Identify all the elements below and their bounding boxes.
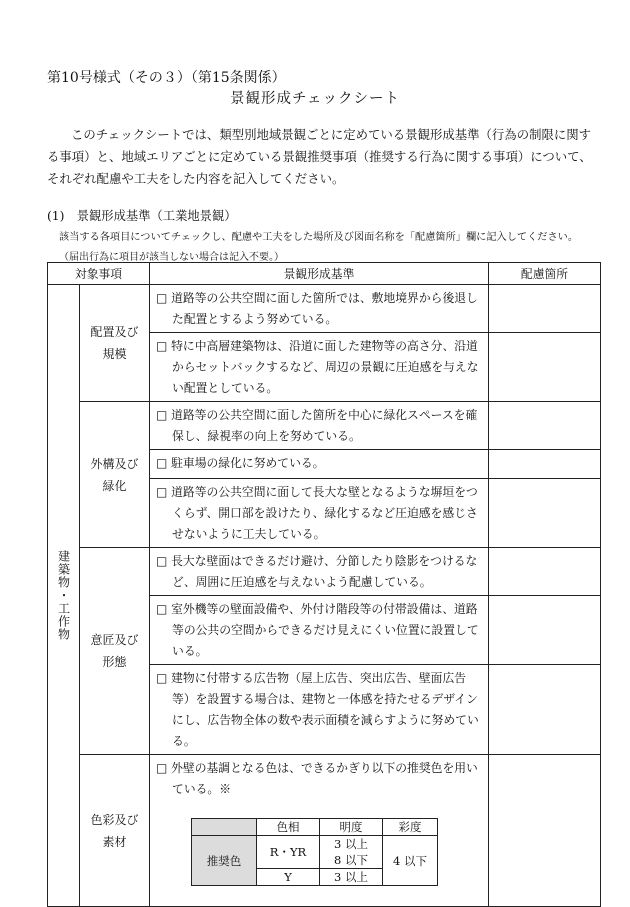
- category-exterior: [80, 402, 150, 548]
- group-label: 建築物・工作物: [56, 550, 71, 641]
- header-consideration: 配慮箇所: [489, 263, 601, 285]
- consideration-field[interactable]: [489, 548, 601, 596]
- criteria-item: [150, 596, 489, 665]
- criteria-text: 道路等の公共空間に面した箇所を中心に緑化スペースを確保し、緑視率の向上を努めている。: [171, 408, 478, 443]
- checkbox[interactable]: □: [156, 602, 168, 616]
- instruction-note: 該当する各項目についてチェックし、配慮や工夫をした場所及び図面名称を「配慮箇所」欄に記入してください。: [59, 232, 579, 243]
- criteria-text: 道路等の公共空間に面した箇所では、敷地境界から後退した配置とするよう努めている。: [171, 291, 478, 326]
- criteria-item: [150, 479, 489, 548]
- color-header: 色相: [257, 819, 320, 836]
- criteria-item: [150, 285, 489, 333]
- consideration-field[interactable]: [489, 285, 601, 333]
- criteria-item: [150, 548, 489, 596]
- consideration-field[interactable]: [489, 479, 601, 548]
- checkbox[interactable]: □: [156, 291, 168, 305]
- criteria-text: 室外機等の壁面設備や、外付け階段等の付帯設備は、道路等の公共の空間からできるだけ見えにくい位置に設置している。: [171, 602, 479, 658]
- category-label: 意匠及び: [90, 633, 139, 647]
- consideration-field[interactable]: [489, 402, 601, 450]
- criteria-text: 特に中高層建築物は、沿道に面した建物等の高さ分、沿道からセットバックするなど、周辺の景観に圧迫感を与えない配置としている。: [171, 339, 479, 395]
- category-label: 色彩及び: [90, 812, 139, 827]
- color-hue: R・YR: [257, 836, 320, 869]
- category-label: 外構及び: [90, 456, 139, 471]
- category-label: 規模: [102, 347, 127, 361]
- category-color: [80, 755, 150, 907]
- checkbox[interactable]: □: [156, 671, 168, 685]
- consideration-field[interactable]: [489, 450, 601, 479]
- criteria-item: [150, 755, 489, 907]
- category-label: 緑化: [102, 478, 127, 493]
- criteria-text: 外壁の基調となる色は、できるかぎり以下の推奨色を用いている。※: [171, 761, 478, 796]
- criteria-text: 駐車場の緑化に努めている。: [171, 456, 325, 470]
- category-layout: [80, 285, 150, 402]
- category-design: [80, 548, 150, 755]
- category-label: 配置及び: [90, 325, 139, 339]
- checkbox[interactable]: □: [156, 761, 168, 775]
- checkbox[interactable]: □: [156, 408, 168, 422]
- color-corner: [192, 819, 257, 836]
- recommended-color-table: [191, 818, 438, 886]
- checkbox[interactable]: □: [156, 485, 168, 499]
- criteria-item: [150, 665, 489, 755]
- color-header: 彩度: [383, 819, 438, 836]
- header-criteria: 景観形成基準: [150, 263, 489, 285]
- consideration-field[interactable]: [489, 333, 601, 402]
- group-cell: [48, 285, 80, 907]
- section-heading: (1) 景観形成基準（工業地景観）: [47, 209, 237, 223]
- criteria-text: 建物に付帯する広告物（屋上広告、突出広告、壁面広告等）を設置する場合は、建物と一体感を持たせるデザインにし、広告物全体の数や表示面積を減らすように努めている。: [171, 671, 479, 748]
- exemption-note: （届出行為に項目が該当しない場合は記入不要。）: [59, 252, 284, 263]
- criteria-item: [150, 450, 489, 479]
- checklist-table: [47, 262, 601, 907]
- color-value: 3 以上: [320, 869, 383, 886]
- category-label: 素材: [102, 834, 127, 849]
- criteria-item: [150, 333, 489, 402]
- checkbox[interactable]: □: [156, 339, 168, 353]
- checkbox[interactable]: □: [156, 554, 168, 568]
- color-row-label: 推奨色: [192, 836, 257, 886]
- criteria-text: 道路等の公共空間に面して長大な壁となるような塀垣をつくらず、開口部を設けたり、緑化するなど圧迫感を感じさせないように工夫している。: [171, 485, 478, 541]
- color-header: 明度: [320, 819, 383, 836]
- consideration-field[interactable]: [489, 755, 601, 907]
- checkbox[interactable]: □: [156, 456, 168, 470]
- document-title: 景観形成チェックシート: [229, 91, 401, 107]
- consideration-field[interactable]: [489, 665, 601, 755]
- criteria-item: [150, 402, 489, 450]
- header-target: 対象事項: [48, 263, 150, 285]
- intro-paragraph: このチェックシートでは、類型別地域景観ごとに定めている景観形成基準（行為の制限に関する事項）と、地域エリアごとに定めている景観推奨事項（推奨する行為に関する事項）について、それぞれ配慮や工夫をした内容を記入してください。: [47, 127, 592, 186]
- color-hue: Y: [257, 869, 320, 886]
- color-chroma: 4 以下: [383, 836, 438, 886]
- consideration-field[interactable]: [489, 596, 601, 665]
- form-number: 第10号様式（その３）（第15条関係）: [47, 70, 286, 86]
- category-label: 形態: [102, 655, 127, 669]
- color-value: 3 以上 8 以下: [320, 836, 383, 869]
- criteria-text: 長大な壁面はできるだけ避け、分節したり陰影をつけるなど、周囲に圧迫感を与えないよう配慮している。: [171, 554, 478, 589]
